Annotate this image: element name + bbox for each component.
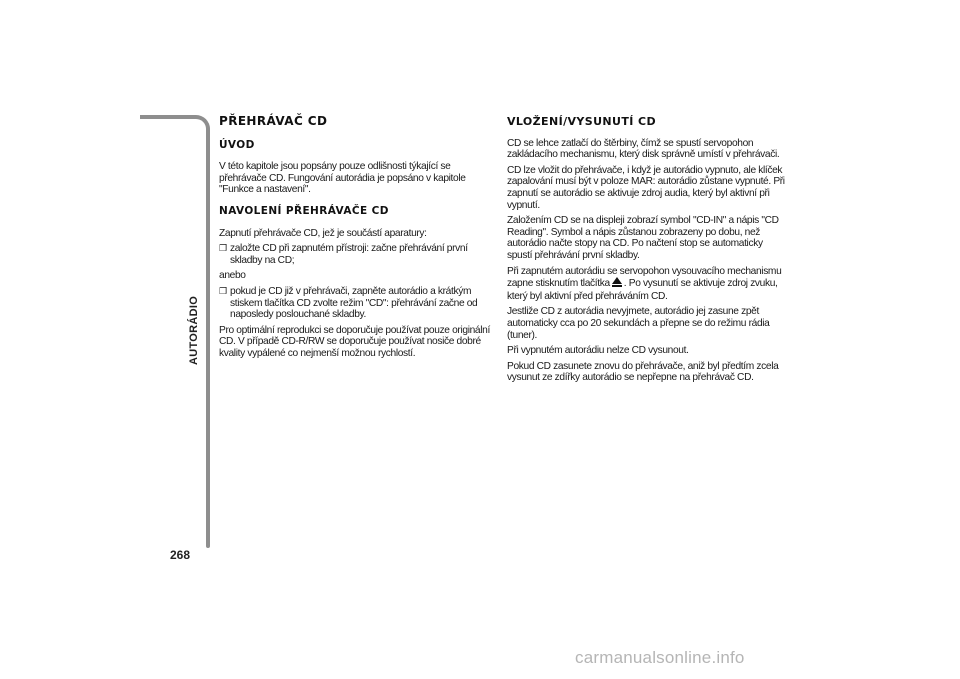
select-text: Zapnutí přehrávače CD, jež je součástí aparatury: (219, 227, 427, 239)
watermark: carmanualsonline.info (575, 648, 745, 667)
or-text: anebo (219, 270, 246, 282)
checkbox-bullet-icon: ❒ (219, 243, 227, 254)
paragraph-eject (507, 266, 785, 303)
list-item (219, 286, 497, 321)
paragraph: Založením CD se na displeji zobrazí symbol "CD-IN" a nápis "CD Reading". Symbol a nápis zůstanou zobrazeny po dobu, než autorádio načte stopy na CD. Po načtení stop se automaticky spustí přehrávání první skladby. (507, 215, 779, 261)
right-column (507, 116, 785, 388)
note-text: Pro optimální reprodukci se doporučuje používat pouze originální CD. V případě CD-R/RW se doporučuje používat nosiče dobré kvality vypálené co nejmenší možnou rychlostí. (219, 324, 490, 359)
eject-icon (612, 277, 622, 291)
paragraph: CD lze vložit do přehrávače, i když je autorádio vypnuto, ale klíček zapalování musí být v poloze MAR: autorádio zůstane vypnuté. Při zapnutí se autorádio se aktivuje zdroj audia, který byl aktivní při vypnutí. (507, 164, 785, 211)
checkbox-bullet-icon: ❒ (219, 285, 227, 296)
paragraph: Při vypnutém autorádiu nelze CD vysunout. (507, 345, 689, 357)
page-number: 268 (170, 548, 191, 562)
paragraph: Pokud CD zasunete znovu do přehrávače, aniž byl předtím zcela vysunut ze zdířky autorádio se nepřepne na přehrávač CD. (507, 360, 779, 384)
bullet-text: založte CD při zapnutém přístroji: začne přehrávání první skladby na CD; (230, 243, 468, 266)
margin-bar-lower (206, 336, 210, 548)
paragraph-part: . Po vysunutí se aktivuje zdroj zvuku, který byl aktivní před přehráváním CD. (507, 278, 778, 302)
paragraph: Jestliže CD z autorádia nevyjmete, autorádio jej zasune zpět automaticky cca po 20 sekundách a přepne se do režimu rádia (tuner). (507, 306, 770, 341)
eject-heading: VLOŽENÍ/VYSUNUTÍ CD (507, 115, 656, 128)
left-column (219, 116, 497, 364)
select-heading: NAVOLENÍ PŘEHRÁVAČE CD (219, 204, 389, 217)
bullet-text: pokud je CD již v přehrávači, zapněte autorádio a krátkým stiskem tlačítka CD zvolte režim "CD": přehrávání začne od naposledy poslouchané skladby. (230, 285, 478, 321)
intro-heading: ÚVOD (219, 138, 255, 151)
page-title: PŘEHRÁVAČ CD (219, 114, 328, 128)
list-item (219, 243, 497, 266)
paragraph: CD se lehce zatlačí do štěrbiny, čímž se spustí servopohon zakládacího mechanismu, který disk správně umístí v přehrávači. (507, 137, 780, 161)
intro-text: V této kapitole jsou popsány pouze odlišnosti týkající se přehrávače CD. Fungování autorádia je popsáno v kapitole "Funkce a nastavení". (219, 161, 466, 196)
paragraph-part: Při zapnutém autorádiu se servopohon vysouvacího mechanismu zapne stisknutím tlačítka (507, 265, 782, 290)
section-label: AUTORÁDIO (188, 295, 200, 365)
